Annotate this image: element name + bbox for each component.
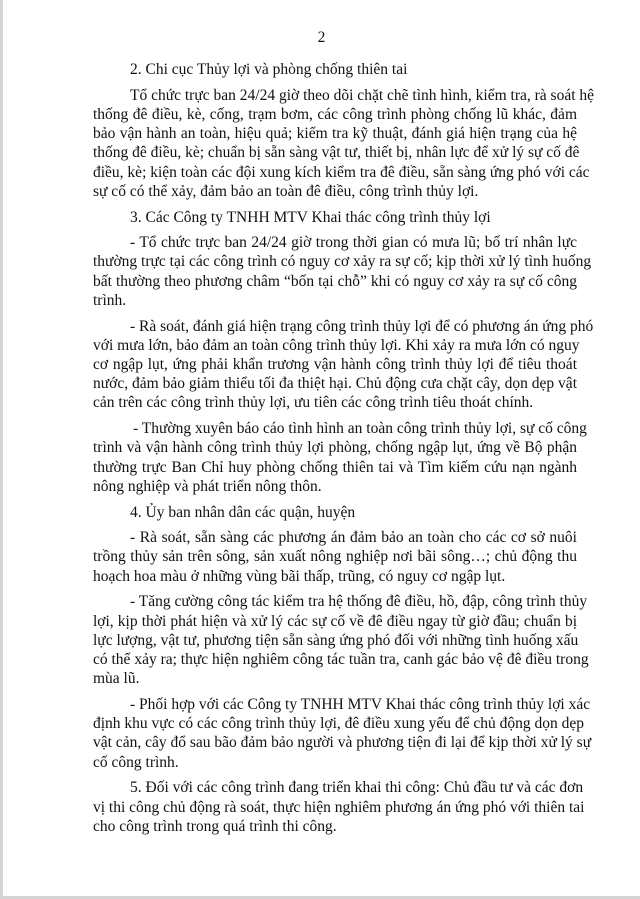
- text-line: trồng thủy sản trên sông, sản xuất nông nghiệp nơi bãi sông…; chủ động thu: [93, 548, 577, 566]
- text-line: thường trực tại các công trình có nguy cơ xảy ra sự cố; kịp thời xử lý tình huống: [93, 253, 592, 271]
- text-line: hoạch hoa màu ở những vùng bãi thấp, trũng, có nguy cơ ngập lụt.: [93, 567, 506, 585]
- paragraph: [93, 86, 595, 201]
- text-line: cản trên các công trình thủy lợi, ưu tiên các công trình tiêu thoát chính.: [93, 394, 534, 412]
- text-line: vật cản, cây đổ sau bão đảm bảo người và phương tiện đi lại để kịp thời xử lý sự: [93, 734, 592, 752]
- text-line: vị thi công chủ động rà soát, thực hiện nghiêm phương án ứng phó với thiên tai: [93, 798, 585, 816]
- text-line: sự cố có thể xảy, đảm bảo an toàn đê điều, công trình thủy lợi.: [93, 182, 479, 200]
- text-line: lợi, kịp thời phát hiện và xử lý các sự cố về đê điều ngay từ giờ đầu; chuẩn bị: [93, 612, 577, 630]
- text-line: mùa lũ.: [93, 670, 140, 688]
- text-line: - Rà soát, đánh giá hiện trạng công trình thủy lợi để có phương án ứng phó: [130, 317, 594, 335]
- text-line: cho công trình trong quá trình thi công.: [93, 817, 337, 835]
- paragraph: [93, 233, 592, 310]
- text-line: trình.: [93, 291, 127, 309]
- text-line: - Phối hợp với các Công ty TNHH MTV Khai thác công trình thủy lợi xác: [130, 695, 591, 713]
- text-line: thường trực Ban Chỉ huy phòng chống thiên tai và Tìm kiếm cứu nạn ngành: [93, 458, 577, 476]
- text-line: 5. Đối với các công trình đang triển khai thi công: Chủ đầu tư và các đơn: [130, 779, 584, 797]
- text-line: thống đê điều, kè; chuẩn bị sẵn sàng vật tư, thiết bị, nhân lực để xử lý sự cố đê: [93, 144, 580, 162]
- section-heading: [93, 208, 577, 227]
- text-line: định khu vực có các công trình thủy lợi, đê điều xung yếu để chủ động dọn dẹp: [93, 715, 584, 733]
- paragraph: [93, 528, 577, 586]
- document-body: [93, 60, 595, 842]
- section-heading: [93, 503, 577, 522]
- paragraph: [93, 419, 587, 496]
- text-line: điều, kè; kiện toàn các đội xung kích kiểm tra đê điều, sẵn sàng ứng phó với các: [93, 163, 590, 181]
- paragraph: [93, 592, 589, 688]
- text-line: - Thường xuyên báo cáo tình hình an toàn công trình thủy lợi, sự cố công: [133, 420, 587, 438]
- text-line: cơ ngập lụt, ứng phải khẩn trương vận hành công trình thủy lợi để tiêu thoát: [93, 356, 577, 373]
- text-line: 2. Chi cục Thủy lợi và phòng chống thiên tai: [130, 61, 408, 78]
- text-line: Tổ chức trực ban 24/24 giờ theo dõi chặt chẽ tình hình, kiểm tra, rà soát hệ: [130, 86, 595, 104]
- text-line: có thể xảy ra; thực hiện nghiêm công tác tuần tra, canh gác bảo vệ đê điều trong: [93, 651, 589, 668]
- text-line: thống đê điều, kè, cống, trạm bơm, các công trình phòng chống lũ khác, đảm: [93, 105, 577, 123]
- section-heading: [93, 60, 577, 79]
- paragraph: [93, 778, 585, 836]
- text-line: bất thường theo phương châm “bốn tại chỗ” khi có nguy cơ xảy ra sự cố công: [93, 272, 577, 290]
- page-number: 2: [317, 29, 326, 46]
- text-line: nước, đảm bảo giảm thiểu tối đa thiệt hại. Chủ động cưa chặt cây, dọn dẹp vật: [93, 375, 577, 393]
- text-line: bảo vận hành an toàn, hiệu quả; kiểm tra kỹ thuật, đánh giá hiện trạng của hệ: [93, 125, 577, 143]
- text-line: cố công trình.: [93, 753, 179, 771]
- text-line: - Tổ chức trực ban 24/24 giờ trong thời gian có mưa lũ; bố trí nhân lực: [130, 234, 577, 252]
- paragraph: [93, 317, 594, 413]
- paragraph: [93, 695, 592, 772]
- text-line: - Tăng cường công tác kiểm tra hệ thống đê điều, hồ, đập, công trình thủy: [130, 593, 588, 611]
- text-line: 4. Ủy ban nhân dân các quận, huyện: [130, 503, 356, 521]
- text-line: lực lượng, vật tư, phương tiện sẵn sàng ứng phó đối với những tình huống xấu: [93, 631, 579, 649]
- text-line: - Rà soát, sẵn sàng các phương án đảm bảo an toàn cho các cơ sở nuôi: [130, 529, 577, 547]
- text-line: trình và vận hành công trình thủy lợi phòng, chống ngập lụt, ứng về Bộ phận: [93, 439, 577, 457]
- text-line: 3. Các Công ty TNHH MTV Khai thác công trình thủy lợi: [130, 208, 491, 226]
- document-page: [3, 0, 640, 896]
- text-line: với mưa lớn, bảo đảm an toàn công trình thủy lợi. Khi xảy ra mưa lớn có nguy: [93, 336, 580, 354]
- text-line: nông nghiệp và phát triển nông thôn.: [93, 477, 322, 495]
